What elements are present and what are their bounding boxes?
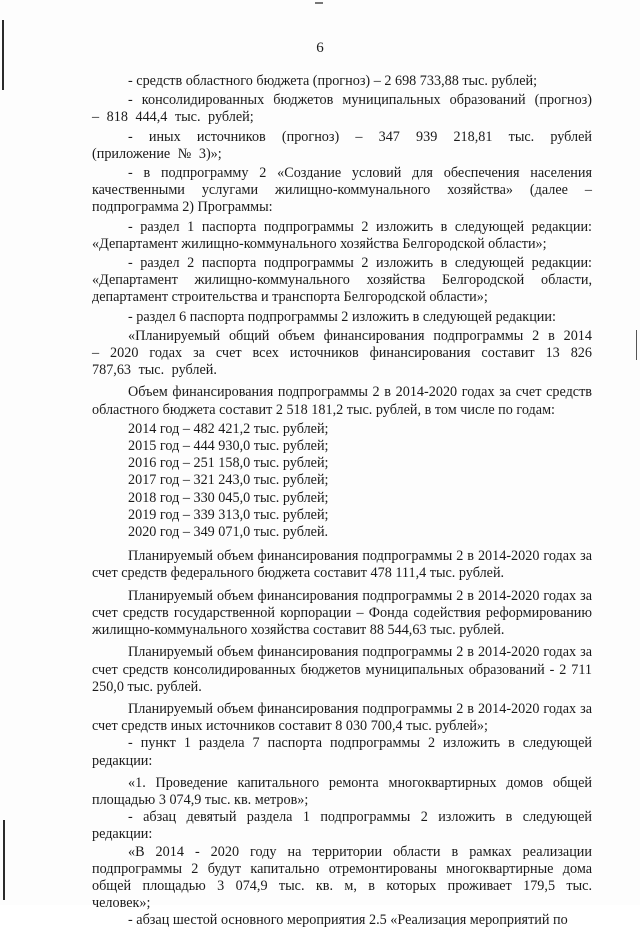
year-funding-row: 2018 год – 330 045,0 тыс. рублей; (128, 489, 329, 506)
year-funding-row: 2014 год – 482 421,2 тыс. рублей; (128, 420, 329, 437)
paragraph: Планируемый объем финансирования подпрограммы 2 в 2014-2020 годах за счет средств консолидированных бюджетов муниципальных образований - 2 711 250,0 тыс. рублей. (92, 644, 592, 695)
paragraph: - раздел 6 паспорта подпрограммы 2 изложить в следующей редакции: (128, 308, 556, 325)
paragraph: - средств областного бюджета (прогноз) – 2 698 733,88 тыс. рублей; (128, 73, 538, 89)
paragraph: - консолидированных бюджетов муниципальных образований (прогноз) – 818 444,4 тыс. рублей; (92, 92, 592, 126)
year-funding-row: 2020 год – 349 071,0 тыс. рублей. (128, 524, 329, 541)
scan-edge-mark (636, 330, 637, 360)
document-body (92, 73, 592, 930)
paragraph: Планируемый объем финансирования подпрограммы 2 в 2014-2020 годах за счет средств федерального бюджета составит 478 111,4 тыс. рублей. (92, 548, 592, 582)
year-funding-row: 2019 год – 339 313,0 тыс. рублей; (128, 506, 329, 523)
page-number: 6 (316, 40, 324, 56)
paragraph: - пункт 1 раздела 7 паспорта подпрограммы 2 изложить в следующей редакции: (92, 735, 592, 769)
paragraph: «1. Проведение капитального ремонта многоквартирных домов общей площадью 3 074,9 тыс. кв. метров»; (92, 774, 592, 808)
paragraph: «Планируемый общий объем финансирования подпрограммы 2 в 2014 – 2020 годах за счет всех источников финансирования составит 13 826 787,63 тыс. рублей. (92, 327, 592, 379)
paragraph: - иных источников (прогноз) – 347 939 218,81 тыс. рублей (приложение № 3)»; (92, 128, 592, 162)
scan-artifact (315, 2, 323, 4)
year-funding-row: 2017 год – 321 243,0 тыс. рублей; (128, 472, 329, 489)
paragraph: - раздел 1 паспорта подпрограммы 2 изложить в следующей редакции: «Департамент жилищно-коммунального хозяйства Белгородской области»; (92, 218, 592, 252)
paragraph: - в подпрограмму 2 «Создание условий для обеспечения населения качественными услугами жилищно-коммунального хозяйства» (далее – подпрограмма 2) Программы: (92, 165, 592, 216)
paragraph: - абзац шестой основного мероприятия 2.5 «Реализация мероприятий по (128, 912, 568, 929)
paragraph: Планируемый объем финансирования подпрограммы 2 в 2014-2020 годах за счет средств иных источников составит 8 030 700,4 тыс. рублей»; (92, 700, 592, 735)
paragraph: Объем финансирования подпрограммы 2 в 2014-2020 годах за счет средств областного бюджета составит 2 518 181,2 тыс. рублей, в том числе по годам: (92, 384, 592, 418)
paragraph: Планируемый объем финансирования подпрограммы 2 в 2014-2020 годах за счет средств государственной корпорации – Фонда содействия реформированию жилищно-коммунального хозяйства составит 88 544,63 тыс. рублей. (92, 587, 592, 639)
paragraph: - абзац девятый раздела 1 подпрограммы 2 изложить в следующей редакции: (92, 809, 592, 843)
scan-edge-mark (3, 820, 5, 900)
paragraph: - раздел 2 паспорта подпрограммы 2 изложить в следующей редакции: «Департамент жилищно-коммунального хозяйства Белгородской области, департамент строительства и транспорта Белгородской области»; (92, 255, 592, 306)
year-funding-row: 2016 год – 251 158,0 тыс. рублей; (128, 455, 329, 472)
year-funding-row: 2015 год – 444 930,0 тыс. рублей; (128, 438, 329, 455)
paragraph: «В 2014 - 2020 году на территории области в рамках реализации подпрограммы 2 будут капитально отремонтированы многоквартирные дома общей площадью 3 074,9 тыс. кв. м, в которых проживает 179,5 тыс. человек»; (92, 843, 592, 912)
yearly-funding-list (92, 421, 592, 541)
